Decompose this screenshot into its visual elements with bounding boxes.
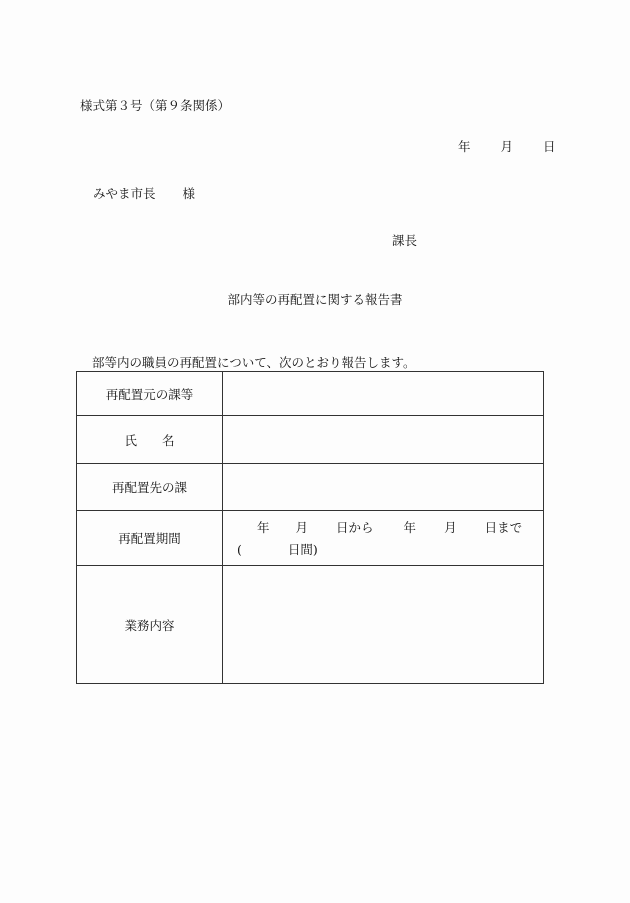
name-field[interactable] (223, 416, 544, 464)
table-row (77, 372, 544, 416)
addressee-honorific: 様 (182, 186, 196, 201)
duties-field[interactable] (223, 566, 544, 684)
period-start-month-label: 月 (295, 520, 309, 535)
period-field[interactable] (223, 511, 544, 566)
intro-text: 部等内の職員の再配置について、次のとおり報告します。 (92, 355, 416, 370)
table-row (77, 511, 544, 566)
date-day-label: 日 (543, 139, 556, 154)
period-start-day-label: 日から (336, 520, 374, 535)
row-label-source-section: 再配置元の課等 (77, 372, 223, 416)
table-row (77, 416, 544, 464)
period-days-open-paren: ( (237, 542, 242, 557)
row-label-duties: 業務内容 (77, 566, 223, 684)
destination-section-field[interactable] (223, 464, 544, 511)
row-label-destination-section: 再配置先の課 (77, 464, 223, 511)
sender-title: 課長 (392, 233, 418, 248)
row-label-period: 再配置期間 (77, 511, 223, 566)
source-section-field[interactable] (223, 372, 544, 416)
period-start-year-label: 年 (257, 520, 270, 535)
period-end-month-label: 月 (444, 520, 457, 535)
table-row (77, 464, 544, 511)
period-end-day-label: 日まで (484, 520, 523, 535)
period-days-label: 日間) (287, 542, 318, 557)
period-dates (223, 518, 543, 536)
form-number: 様式第３号（第９条関係） (80, 98, 231, 113)
row-label-name: 氏 名 (77, 416, 223, 464)
report-table (76, 371, 544, 684)
addressee-name: みやま市長 (93, 186, 156, 201)
date-month-label: 月 (500, 139, 514, 154)
date-line (458, 137, 556, 155)
table-row (77, 566, 544, 684)
period-days (223, 540, 543, 558)
period-end-year-label: 年 (403, 520, 417, 535)
date-year-label: 年 (458, 139, 471, 154)
addressee (93, 184, 195, 202)
document-title: 部内等の再配置に関する報告書 (227, 292, 403, 307)
